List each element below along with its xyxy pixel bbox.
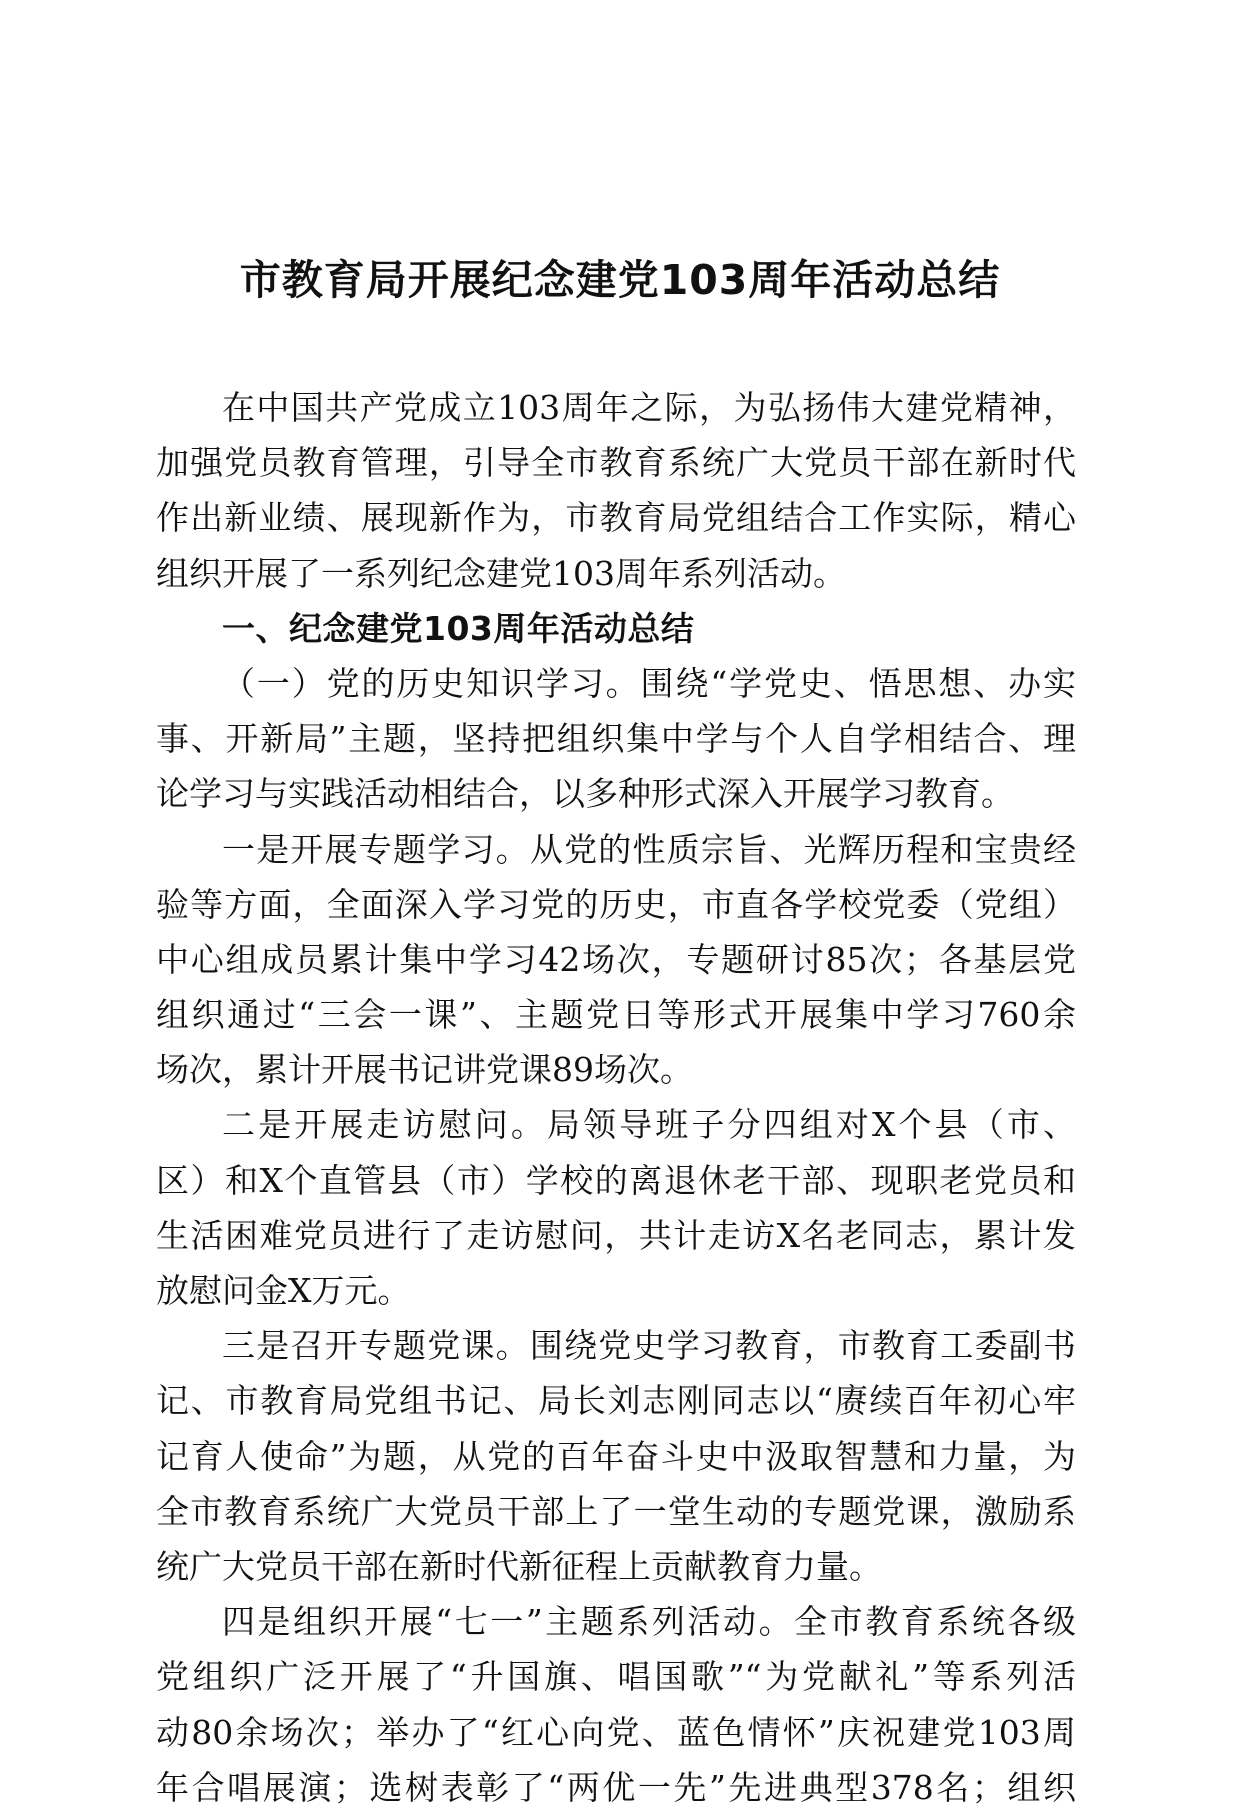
paragraph-line: 四是组织开展“七一”主题系列活动。全市教育系统各级 [222,1602,1076,1642]
paragraph-line: 生活困难党员进行了走访慰问，共计走访X名老同志，累计发 [156,1215,1076,1255]
paragraph-line: 区）和X个直管县（市）学校的离退休老干部、现职老党员和 [156,1160,1076,1200]
paragraph-line: 党组织广泛开展了“升国旗、唱国歌”“为党献礼”等系列活 [156,1657,1076,1697]
paragraph-line: 组织通过“三会一课”、主题党日等形式开展集中学习760余 [156,995,1076,1035]
paragraph-line: 三是召开专题党课。围绕党史学习教育，市教育工委副书 [222,1326,1076,1366]
paragraph-line: 记育人使命”为题，从党的百年奋斗史中汲取智慧和力量，为 [156,1436,1076,1476]
paragraph-line: 一是开展专题学习。从党的性质宗旨、光辉历程和宝贵经 [222,829,1076,869]
paragraph-line: 验等方面，全面深入学习党的历史，市直各学校党委（党组） [156,884,1076,924]
paragraph-line: 全市教育系统广大党员干部上了一堂生动的专题党课，激励系 [156,1491,1076,1531]
paragraph-line: 在中国共产党成立103周年之际，为弘扬伟大建党精神， [222,388,1076,427]
document-title: 市教育局开展纪念建党103周年活动总结 [239,256,1001,304]
paragraph-line: 加强党员教育管理，引导全市教育系统广大党员干部在新时代 [156,443,1076,483]
paragraph-line: 二是开展走访慰问。局领导班子分四组对X个县（市、 [222,1105,1076,1145]
paragraph-line: 年合唱展演；选树表彰了“两优一先”先进典型378名；组织 [156,1767,1076,1807]
section-heading: 一、纪念建党103周年活动总结 [222,608,695,648]
paragraph-line: 论学习与实践活动相结合，以多种形式深入开展学习教育。 [156,774,1014,814]
paragraph-line: （一）党的历史知识学习。围绕“学党史、悟思想、办实 [222,663,1076,703]
paragraph-line: 事、开新局”主题，坚持把组织集中学与个人自学相结合、理 [156,719,1076,759]
paragraph-line: 组织开展了一系列纪念建党103周年系列活动。 [156,553,846,593]
document-body [156,380,1076,1815]
paragraph-line: 动80余场次；举办了“红心向党、蓝色情怀”庆祝建党103周 [156,1712,1076,1752]
paragraph-line: 中心组成员累计集中学习42场次，专题研讨85次；各基层党 [156,939,1076,979]
paragraph-line: 场次，累计开展书记讲党课89场次。 [156,1050,693,1090]
paragraph-line: 统广大党员干部在新时代新征程上贡献教育力量。 [156,1546,882,1586]
paragraph-line: 记、市教育局党组书记、局长刘志刚同志以“赓续百年初心牢 [156,1381,1076,1421]
paragraph-line: 放慰问金X万元。 [156,1271,411,1310]
paragraph-line: 作出新业绩、展现新作为，市教育局党组结合工作实际，精心 [156,498,1076,538]
